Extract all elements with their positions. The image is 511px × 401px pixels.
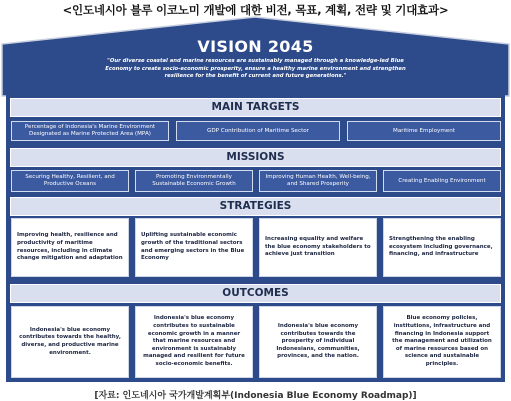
outcome-card: Blue economy policies, institutions, infrastructure and financing in Indonesia support the management and utilization of marine resources based on science and sustainable principles. <box>383 306 501 378</box>
strategy-card: Strengthening the enabling ecosystem including governance, financing, and infrastructure <box>383 218 501 277</box>
figure-caption-top: <인도네시아 블루 이코노미 개발에 대한 비전, 목표, 계획, 전략 및 기대효과> <box>62 3 449 17</box>
target-gdp: GDP Contribution of Maritime Sector <box>176 121 340 141</box>
outcome-card: Indonesia's blue economy contributes to sustainable economic growth in a manner that marine resources and environment is sustainably managed and resilient for future socio-economic benefits. <box>135 306 253 378</box>
target-mpa: Percentage of Indonesia's Marine Environment Designated as Marine Protected Area (MPA) <box>11 121 169 141</box>
mission-economic-growth: Promoting Environmentally Sustainable Economic Growth <box>135 170 253 192</box>
figure-source-caption: [자료: 인도네시아 국가개발계획부(Indonesia Blue Economy Roadmap)] <box>94 391 417 401</box>
mission-enabling-environment: Creating Enabling Environment <box>383 170 501 192</box>
strategy-card: Uplifting sustainable economic growth of the traditional sectors and emerging sectors in the Blue Economy <box>135 218 253 277</box>
vision-statement: "Our diverse coastal and marine resources are sustainably managed through a knowledge-led Blue Economy to create socio-economic prosperity, ensure a healthy marine environment and strengthen resilience for the benefit of current and future generations." <box>105 58 406 80</box>
outcome-card: Indonesia's blue economy contributes towards the prosperity of individual Indonesians, communities, provinces, and the nation. <box>259 306 377 378</box>
outcomes-header: OUTCOMES <box>10 284 501 303</box>
outcome-card: Indonesia's blue economy contributes towards the healthy, diverse, and productive marine environment. <box>11 306 129 378</box>
strategies-header: STRATEGIES <box>10 197 501 216</box>
mission-human-health: Improving Human Health, Well-being, and Shared Prosperity <box>259 170 377 192</box>
target-employment: Maritime Employment <box>347 121 501 141</box>
missions-header: MISSIONS <box>10 148 501 167</box>
mission-healthy-oceans: Securing Healthy, Resilient, and Productive Oceans <box>11 170 129 192</box>
main-targets-header: MAIN TARGETS <box>10 98 501 117</box>
vision-title: VISION 2045 <box>197 37 314 56</box>
strategy-card: Improving health, resilience and productivity of maritime resources, including in climate change mitigation and adaptation <box>11 218 129 277</box>
strategy-card: Increasing equality and welfare the blue economy stakeholders to achieve just transition <box>259 218 377 277</box>
roof-shape <box>2 17 509 96</box>
